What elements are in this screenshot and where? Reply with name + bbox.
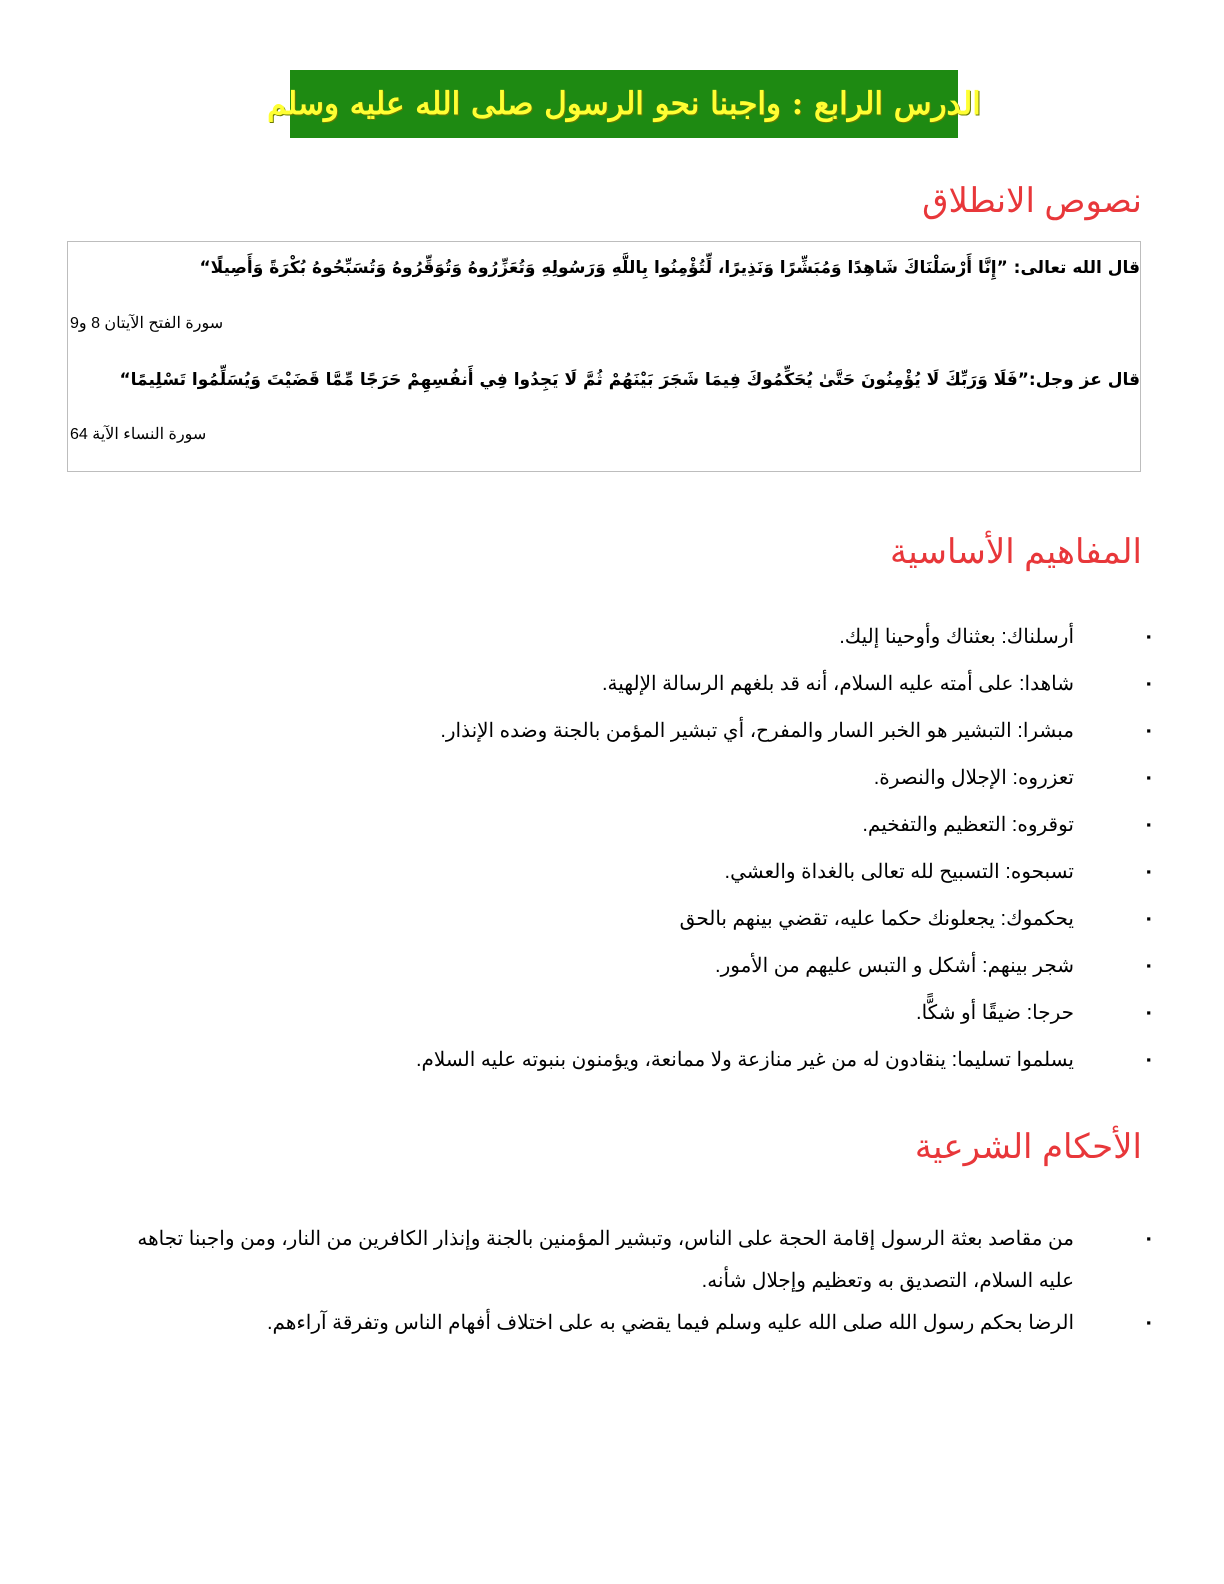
- rulings-heading: الأحكام الشرعية: [914, 1128, 1142, 1166]
- list-item: ▪ مبشرا: التبشير هو الخبر السار والمفرح، أي تبشير المؤمن بالجنة وضده الإنذار.: [440, 720, 1151, 742]
- bullet-icon: ▪: [1146, 770, 1151, 785]
- bullet-icon: ▪: [1146, 676, 1151, 691]
- list-item: ▪ شجر بينهم: أشكل و التبس عليهم من الأمور.: [715, 955, 1151, 977]
- concepts-list: [415, 624, 1151, 1094]
- bullet-icon: ▪: [1146, 1231, 1151, 1246]
- list-item: ▪ أرسلناك: بعثناك وأوحينا إليك.: [839, 626, 1151, 648]
- lesson-title: الدرس الرابع : واجبنا نحو الرسول صلى الله عليه وسلم: [267, 86, 981, 122]
- bullet-icon: ▪: [1146, 1005, 1151, 1020]
- source-nisa: سورة النساء الآية 64: [70, 426, 207, 443]
- rulings-list: [114, 1218, 1151, 1344]
- list-item: ▪ الرضا بحكم رسول الله صلى الله عليه وسلم فيما يقضي به على اختلاف أفهام الناس وتفرقة آراءهم.: [114, 1302, 1074, 1344]
- list-item: ▪ من مقاصد بعثة الرسول إقامة الحجة على الناس، وتبشير المؤمنين بالجنة وإنذار الكافرين من النار، ومن واجبنا تجاهه عليه السلام، التصديق به وتعظيم وإجلال شأنه.: [114, 1218, 1074, 1302]
- list-item: ▪ حرجا: ضيقًا أو شكًّا.: [916, 1002, 1151, 1024]
- bullet-icon: ▪: [1146, 1052, 1151, 1067]
- bullet-icon: ▪: [1146, 911, 1151, 926]
- texts-heading: نصوص الانطلاق: [922, 182, 1142, 220]
- bullet-icon: ▪: [1146, 958, 1151, 973]
- source-fath: سورة الفتح الآيتان 8 و9: [70, 315, 224, 332]
- bullet-icon: ▪: [1146, 1315, 1151, 1330]
- list-item: ▪ شاهدا: على أمته عليه السلام، أنه قد بلغهم الرسالة الإلهية.: [601, 673, 1151, 695]
- bullet-icon: ▪: [1146, 817, 1151, 832]
- bullet-icon: ▪: [1146, 864, 1151, 879]
- list-item: ▪ يحكموك: يجعلونك حكما عليه، تقضي بينهم بالحق: [679, 908, 1151, 930]
- concepts-heading: المفاهيم الأساسية: [890, 533, 1142, 571]
- bullet-icon: ▪: [1146, 723, 1151, 738]
- lesson-title-banner: [267, 70, 981, 138]
- verse-fath: قال الله تعالى: ”إِنَّا أَرْسَلْنَاكَ شَاهِدًا وَمُبَشِّرًا وَنَذِيرًا، لِّتُؤْمِنُوا بِاللَّهِ وَرَسُولِهِ وَتُعَزِّرُوهُ وَتُوَقِّرُوهُ وَتُسَبِّحُوهُ بُكْرَةً وَأَصِيلًا“: [199, 258, 1140, 278]
- list-item: ▪ يسلموا تسليما: ينقادون له من غير منازعة ولا ممانعة، ويؤمنون بنبوته عليه السلام.: [415, 1049, 1151, 1071]
- texts-box: [67, 241, 1141, 472]
- list-item: ▪ توقروه: التعظيم والتفخيم.: [862, 814, 1151, 836]
- verse-nisa: قال عز وجل:”فَلَا وَرَبِّكَ لَا يُؤْمِنُونَ حَتَّىٰ يُحَكِّمُوكَ فِيمَا شَجَرَ بَيْنَهُمْ ثُمَّ لَا يَجِدُوا فِي أَنفُسِهِمْ حَرَجًا مِّمَّا قَضَيْتَ وَيُسَلِّمُوا تَسْلِيمًا“: [119, 370, 1140, 390]
- list-item: ▪ تسبحوه: التسبيح لله تعالى بالغداة والعشي.: [724, 861, 1151, 883]
- list-item: ▪ تعزروه: الإجلال والنصرة.: [873, 767, 1151, 789]
- bullet-icon: ▪: [1146, 629, 1151, 644]
